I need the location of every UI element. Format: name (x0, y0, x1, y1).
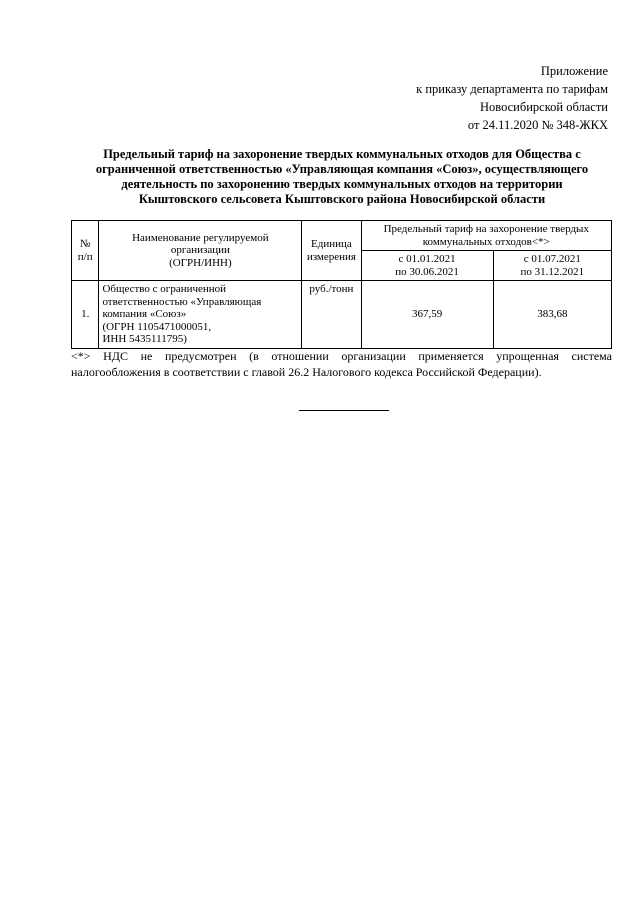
appendix-date-number: от 24.11.2020 № 348-ЖКХ (467, 118, 608, 132)
footnote: <*> НДС не предусмотрен (в отношении организации применяется упрощенная система налогообложения в соответствии с главой 26.2 Налогового кодекса Российской Федерации). (71, 349, 612, 379)
row-num: 1. (72, 281, 99, 349)
row-value-period-1: 367,59 (361, 281, 493, 349)
appendix-header (416, 62, 608, 134)
title-line: ограниченной ответственностью «Управляющая компания «Союз», осуществляющего (95, 162, 589, 176)
row-value-period-2: 383,68 (493, 281, 611, 349)
title-line: Предельный тариф на захоронение твердых коммунальных отходов для Общества с (103, 147, 581, 161)
appendix-region: Новосибирской области (479, 100, 608, 114)
tariff-table (71, 220, 612, 349)
header-unit: Единица измерения (302, 221, 361, 281)
end-rule (299, 410, 389, 411)
table-row (72, 281, 612, 349)
title-line: деятельность по захоронению твердых коммунальных отходов на территории (121, 177, 563, 191)
appendix-order-ref: к приказу департамента по тарифам (416, 82, 608, 96)
table-header-row (72, 221, 612, 251)
document-title (72, 147, 612, 207)
header-period-1: с 01.01.2021 по 30.06.2021 (361, 251, 493, 281)
header-period-2: с 01.07.2021 по 31.12.2021 (493, 251, 611, 281)
row-organization: Общество с ограниченной ответственностью «Управляющая компания «Союз» (ОГРН 1105471000051, ИНН 5435111795) (99, 281, 302, 349)
row-unit: руб./тонн (302, 281, 361, 349)
header-organization: Наименование регулируемой организации (ОГРН/ИНН) (99, 221, 302, 281)
appendix-label: Приложение (540, 64, 608, 78)
header-num: № п/п (72, 221, 99, 281)
title-line: Кыштовского сельсовета Кыштовского района Новосибирской области (138, 192, 546, 206)
header-tariff: Предельный тариф на захоронение твердых коммунальных отходов<*> (361, 221, 611, 251)
